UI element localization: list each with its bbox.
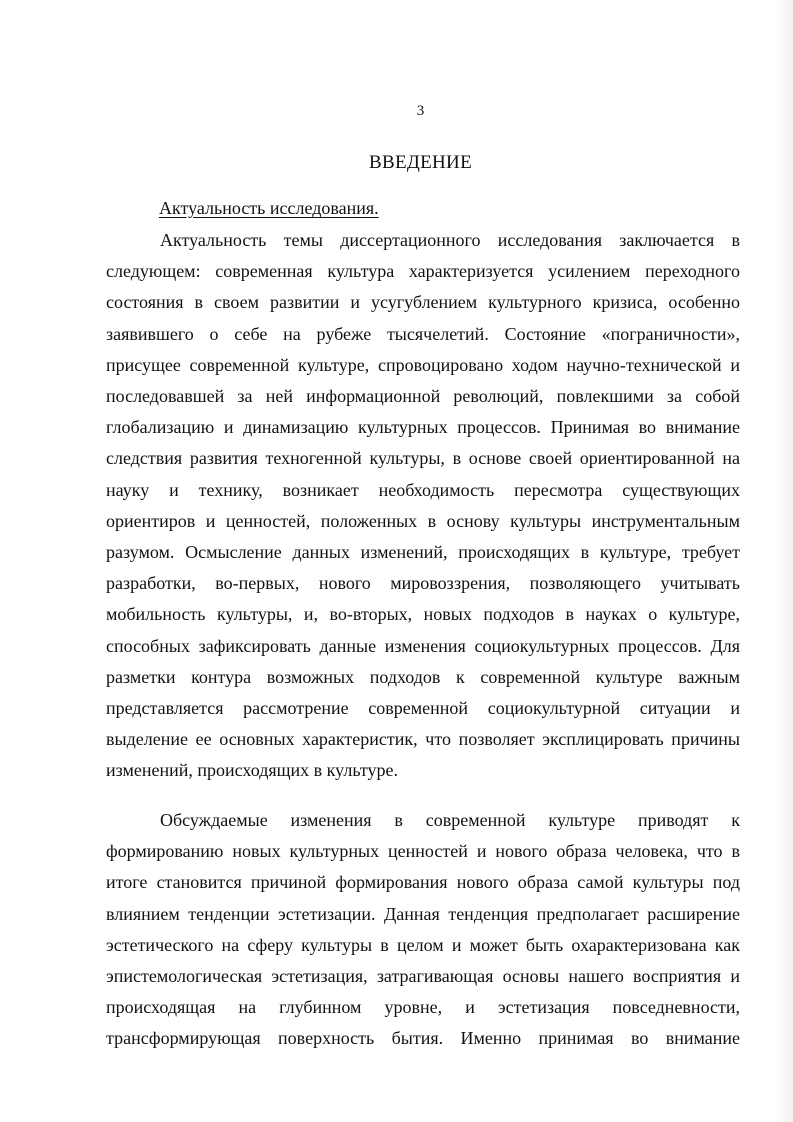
page-number: 3	[416, 103, 425, 119]
paragraph-block-2	[106, 805, 740, 1055]
section-heading: ВВЕДЕНИЕ	[369, 152, 472, 173]
paragraph: Обсуждаемые изменения в современной культуре приводят к формированию новых культурных ценностей и нового образа человека, что в итоге становится причиной формирования нового образа самой культуры под влиянием тенденции эстетизации. Данная тенденция предполагает расширение эстетического на сферу культуры в целом и может быть охарактеризована как эпистемологическая эстетизация, затрагивающая основы нашего восприятия и происходящая на глубинном уровне, и эстетизация повседневности, трансформирующая поверхность бытия. Именно принимая во внимание	[106, 810, 740, 1049]
paragraph-block-1	[106, 225, 740, 787]
subsection-heading: Актуальность исследования.	[159, 198, 379, 218]
paragraph: Актуальность темы диссертационного исследования заключается в следующем: современная культура характеризуется усилением переходного состояния в своем развитии и усугублением культурного кризиса, особенно заявившего о себе на рубеже тысячелетий. Состояние «пограничности», присущее современной культуре, спровоцировано ходом научно-технической и последовавшей за ней информационной революций, повлекшими за собой глобализацию и динамизацию культурных процессов. Принимая во внимание следствия развития техногенной культуры, в основе своей ориентированной на науку и технику, возникает необходимость пересмотра существующих ориентиров и ценностей, положенных в основу культуры инструментальным разумом. Осмысление данных изменений, происходящих в культуре, требует разработки, во-первых, нового мировоззрения, позволяющего учитывать мобильность культуры, и, во-вторых, новых подходов в науках о культуре, способных зафиксировать данные изменения социокультурных процессов. Для разметки контура возможных подходов к современной культуре важным представляется рассмотрение современной социокультурной ситуации и выделение ее основных характеристик, что позволяет эксплицировать причины изменений, происходящих в культуре.	[106, 230, 740, 781]
scan-edge-shadow	[775, 0, 793, 1122]
